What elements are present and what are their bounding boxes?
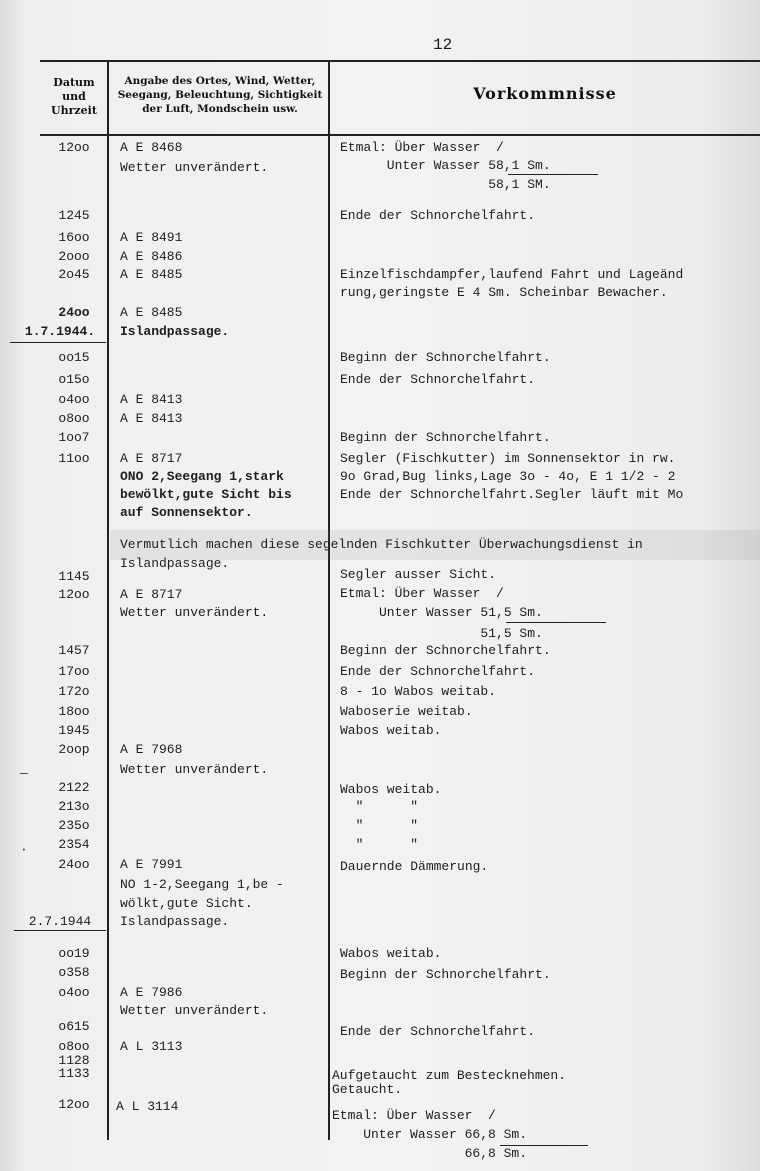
entry-event: Unter Wasser 66,8 Sm. — [332, 1127, 528, 1142]
entry-event: Ende der Schnorchelfahrt.Segler läuft mit Mo — [340, 487, 684, 502]
entry-event: Segler ausser Sicht. — [340, 567, 497, 582]
entry-event: Beginn der Schnorchelfahrt. — [340, 350, 551, 365]
entry-time: 1133 — [58, 1066, 90, 1081]
entry-event: 51,5 Sm. — [340, 626, 543, 641]
header-place-line-1: Angabe des Ortes, Wind, Wetter, — [124, 75, 316, 87]
entry-event: Segler (Fischkutter) im Sonnensektor in rw. — [340, 451, 676, 466]
entry-time: 2122 — [58, 780, 90, 795]
entry-place: Wetter unverändert. — [120, 1003, 269, 1018]
etmal-underline-1 — [508, 174, 598, 175]
entry-ditto: " " — [340, 837, 419, 852]
entry-place: A E 7986 — [120, 985, 183, 1000]
date-underline-2 — [14, 930, 106, 931]
entry-event: 66,8 Sm. — [332, 1146, 528, 1161]
entry-event: 58,1 SM. — [340, 177, 551, 192]
entry-date: 1.7.1944. — [24, 324, 96, 339]
entry-event: Beginn der Schnorchelfahrt. — [340, 430, 551, 445]
entry-place: ONO 2,Seegang 1,stark — [120, 469, 284, 484]
entry-event: Etmal: Über Wasser / — [340, 140, 504, 155]
entry-event: Dauernde Dämmerung. — [340, 859, 489, 874]
entry-time: 1145 — [58, 569, 90, 584]
column-divider-1 — [107, 60, 109, 1140]
entry-place: wölkt,gute Sicht. — [120, 896, 253, 911]
entry-event: Etmal: Über Wasser / — [340, 586, 504, 601]
entry-time: 12oo — [58, 587, 90, 602]
header-date-line-3: Uhrzeit — [51, 104, 97, 117]
header-place-weather — [111, 74, 329, 116]
entry-event: Ende der Schnorchelfahrt. — [340, 664, 536, 679]
entry-event: Getaucht. — [332, 1082, 403, 1097]
entry-event: Einzelfischdampfer,laufend Fahrt und Lageänd — [340, 267, 684, 282]
entry-event: Beginn der Schnorchelfahrt. — [340, 643, 551, 658]
entry-time: o8oo — [58, 411, 90, 426]
entry-event: Ende der Schnorchelfahrt. — [340, 208, 536, 223]
entry-time: 16oo — [58, 230, 90, 245]
entry-time: 1oo7 — [58, 430, 90, 445]
entry-place: A E 7968 — [120, 742, 183, 757]
entry-event: Wabos weitab. — [340, 946, 442, 961]
entry-place: A E 8717 — [120, 587, 183, 602]
entry-event: Unter Wasser 51,5 Sm. — [340, 605, 543, 620]
header-date-time — [40, 76, 108, 118]
header-date-line-1: Datum — [53, 76, 95, 89]
entry-place: A E 8413 — [120, 392, 183, 407]
entry-place: Wetter unverändert. — [120, 605, 269, 620]
entry-event: 8 - 1o Wabos weitab. — [340, 684, 497, 699]
entry-event: 9o Grad,Bug links,Lage 3o - 4o, E 1 1/2 - 2 — [340, 469, 676, 484]
entry-time: 1457 — [58, 643, 90, 658]
entry-place: A E 8717 — [120, 451, 183, 466]
entry-time: 12oo — [58, 140, 90, 155]
entry-event: Wabos weitab. — [340, 782, 442, 797]
entry-time: 2ooo — [58, 249, 90, 264]
entry-time: 213o — [58, 799, 90, 814]
entry-place: A L 3114 — [116, 1099, 179, 1114]
entry-time: oo19 — [58, 946, 90, 961]
entry-event: rung,geringste E 4 Sm. Scheinbar Bewacher. — [340, 285, 668, 300]
entry-time: 2o45 — [58, 267, 90, 282]
entry-event: Aufgetaucht zum Bestecknehmen. — [332, 1068, 567, 1083]
entry-time: 1945 — [58, 723, 90, 738]
entry-event: Unter Wasser 58,1 Sm. — [340, 158, 551, 173]
entry-place: Wetter unverändert. — [120, 762, 269, 777]
margin-mark-2: · — [20, 842, 28, 857]
date-underline-1 — [10, 342, 106, 343]
entry-place: A E 8486 — [120, 249, 183, 264]
entry-ditto: " " — [340, 818, 419, 833]
entry-place: A E 8491 — [120, 230, 183, 245]
entry-event: Ende der Schnorchelfahrt. — [340, 372, 536, 387]
entry-time: 235o — [58, 818, 90, 833]
margin-mark-1: — — [20, 766, 28, 781]
entry-place: A E 8413 — [120, 411, 183, 426]
entry-remark: Islandpassage. — [120, 556, 230, 571]
entry-time: 18oo — [58, 704, 90, 719]
entry-place: A E 7991 — [120, 857, 183, 872]
entry-time: 2oop — [58, 742, 90, 757]
entry-place: NO 1-2,Seegang 1,be - — [120, 877, 284, 892]
entry-time: o4oo — [58, 985, 90, 1000]
entry-time: 1245 — [58, 208, 90, 223]
entry-time: o4oo — [58, 392, 90, 407]
entry-time: 172o — [58, 684, 90, 699]
entry-place: A E 8468 — [120, 140, 183, 155]
entry-time: oo15 — [58, 350, 90, 365]
entry-place: A E 8485 — [120, 267, 183, 282]
entry-event: Ende der Schnorchelfahrt. — [340, 1024, 536, 1039]
entry-time: 11oo — [58, 451, 90, 466]
entry-event: Beginn der Schnorchelfahrt. — [340, 967, 551, 982]
entry-place: A L 3113 — [120, 1039, 183, 1054]
header-place-line-3: der Luft, Mondschein usw. — [142, 103, 298, 115]
entry-remark: Vermutlich machen diese segelnden Fischkutter Überwachungsdienst in — [120, 537, 643, 552]
entry-place: auf Sonnensektor. — [120, 505, 253, 520]
entry-time: o358 — [58, 965, 90, 980]
entry-time: 12oo — [58, 1097, 90, 1112]
entry-time: 24oo — [58, 305, 90, 320]
entry-time: 17oo — [58, 664, 90, 679]
entry-time: o15o — [58, 372, 90, 387]
entry-place: Islandpassage. — [120, 914, 230, 929]
entry-place: A E 8485 — [120, 305, 183, 320]
entry-ditto: " " — [340, 799, 419, 814]
entry-event: Wabos weitab. — [340, 723, 442, 738]
entry-place: Islandpassage. — [120, 324, 230, 339]
header-events: Vorkommnisse — [473, 84, 617, 103]
page-number: 12 — [433, 36, 453, 54]
header-bottom-rule — [40, 134, 760, 136]
entry-place: Wetter unverändert. — [120, 160, 269, 175]
entry-time: o615 — [58, 1019, 90, 1034]
header-place-line-2: Seegang, Beleuchtung, Sichtigkeit — [117, 89, 323, 101]
entry-time: 1128 — [58, 1053, 90, 1068]
column-divider-2 — [328, 60, 330, 1140]
header-date-line-2: und — [62, 90, 86, 103]
entry-date: 2.7.1944 — [28, 914, 92, 929]
entry-event: Etmal: Über Wasser / — [332, 1108, 496, 1123]
entry-time: 2354 — [58, 837, 90, 852]
header-top-rule — [40, 60, 760, 62]
entry-event: Waboserie weitab. — [340, 704, 473, 719]
entry-place: bewölkt,gute Sicht bis — [120, 487, 292, 502]
entry-time: 24oo — [58, 857, 90, 872]
entry-time: o8oo — [58, 1039, 90, 1054]
etmal-underline-2 — [506, 622, 606, 623]
